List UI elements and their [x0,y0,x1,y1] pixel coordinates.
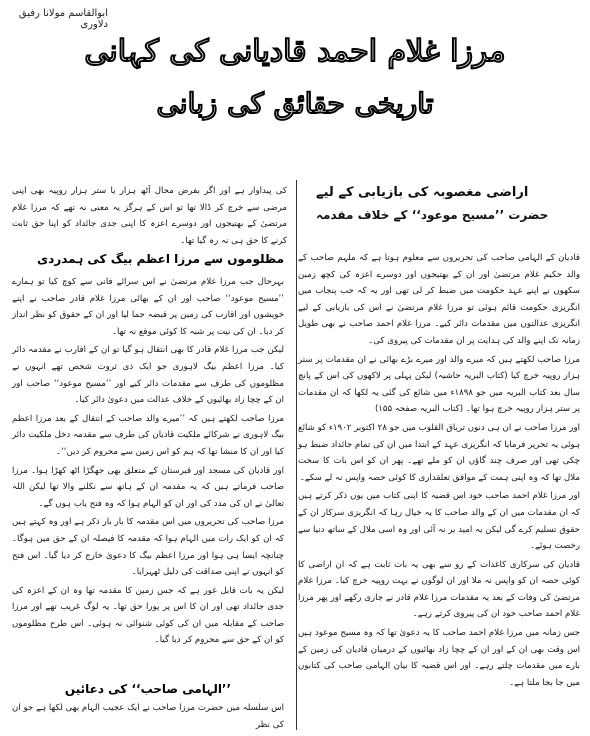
title-line-2: تاریخی حقائق کی زبانی [156,87,434,120]
left-column-intro [12,183,287,251]
section-heading-bottom: ’’الہامی صاحب‘‘ کی دعائیں [64,682,232,696]
left-paragraph: بہرحال جب مرزا غلام مرتضیٰ نے اس سرائے فانی سے کوچ کیا تو ہمارے ’’مسیح موعود‘‘ صاحب اور ان کے بھائی مرزا غلام قادر صاحب نے اپنے خویشوں اور اقارب کی زمین پر قبضہ جما لیا اور ان کے حقوق کو نظر انداز کر دیا۔ ان کی نیت پر شبہ کا کوئی موقع نہ تھا۔ [12,277,284,337]
left-column [12,250,284,651]
right-heading-1: اراضی مغصوبہ کی بازیابی کے لیے [316,185,529,200]
left-paragraph: لیکن جب مرزا غلام قادر کا بھی انتقال ہو گیا تو ان کے اقارب نے مقدمہ دائر کیا۔ مرزا اعظم بیگ لاہوری جو ایک ذی ثروت شخص تھے انہوں نے مظلوموں کی طرف سے مقدمات دائر کیے اور ’’مسیح موعود‘‘ صاحب اور ان کے چچا زاد بھائیوں کے خلاف عدالت میں دعویٰ دائر کیا۔ [12,345,284,406]
section-heading: مظلوموں سے مرزا اعظم بیگ کی ہمدردی [37,252,284,266]
left-paragraph: لیکن یہ بات قابل غور ہے کہ جس زمین کا مقدمہ تھا وہ ان کے اعزہ کی جدی جائداد تھی اور ان کا اس پر پورا حق تھا۔ یہ لوگ غریب تھے اور مرزا صاحب کے مقابلہ میں ان کی کوئی شنوائی نہ ہوئی۔ اس طرح مظلوموں کو ان کے حق سے محروم کر دیا گیا۔ [12,585,284,646]
right-paragraph: قادیان کی سرکاری کاغذات کے رو سے بھی یہ بات ثابت ہے کہ ان اراضی کا کوئی حصہ ان کو واپس نہ ملا اور ان لوگوں نے بہت روپیہ خرچ کیا۔ مرزا غلام مرتضیٰ کی وفات کے بعد یہ مقدمات مرزا غلام قادر نے جاری رکھے اور پھر مرزا غلام احمد صاحب خود ان کی پیروی کرتے رہے۔ [298,559,580,620]
left-paragraph: اور قادیان کی مسجد اور قبرستان کے متعلق بھی جھگڑا اٹھ کھڑا ہوا۔ مرزا صاحب فرماتے ہیں کہ یہ مقدمہ ان کے ہاتھ سے نکلنے والا تھا لیکن اللہ تعالیٰ نے ان کی مدد کی اور ان کو الہام ہوا کہ وہ فتح یاب ہوں گے۔ [12,465,284,509]
right-paragraph: جس زمانہ میں مرزا غلام احمد صاحب کا یہ دعویٰ تھا کہ وہ مسیح موعود ہیں اس وقت بھی ان کے اور ان کے چچا زاد بھائیوں کے درمیان قادیان کی زمین کے بارے میں مقدمات چلتے رہے۔ اور اس قضیہ کا بیان الہامی صاحب کی کتابوں میں جا بجا ملتا ہے۔ [298,628,580,688]
right-paragraph: اور مرزا صاحب نے ان ہی دنوں تریاق القلوب میں جو ۲۸ اکتوبر ۱۹۰۲ء کو شائع ہوئی یہ تحریر فرمایا کہ انگریزی عہد کے ابتدا میں ان کی تمام جائداد ضبط ہو چکی تھی اور صرف چند گاؤں ان کو ملے تھے۔ پھر ان کو اس بات کا سخت ملال تھا کہ وہ اپنی ہمت کے موافق تعلقداری کا کوئی حصہ واپس نہ لے سکے۔ [298,422,581,483]
right-paragraph: مرزا صاحب لکھتے ہیں کہ میرے والد اور میرے بڑے بھائی نے ان مقدمات پر ستر ہزار روپیہ خرچ کیا (کتاب البریہ حاشیہ) لیکن پہلی پر لاکھوں کی اس کے پانچ سال بعد کتاب البریہ میں جو ۱۸۹۸ء میں شائع کی گئی یہ لکھا کہ ان مقدمات پر ستر ہزار روپیہ خرچ ہوا تھا۔ (کتاب البریہ صفحہ ۱۵۵) [298,354,580,415]
right-column-heading [316,182,576,226]
article-title [70,30,520,126]
title-line-1: مرزا غلام احمد قادیانی کی کہانی [84,34,506,69]
right-paragraph: قادیان کے الہامی صاحب کی تحریروں سے معلوم ہوتا ہے کہ ملہم صاحب کے والد حکیم غلام مرتضیٰ اور ان کے بھتیجوں اور دوسرے اعزہ کی کچھ زمین سکھوں نے اپنے عہد حکومت میں ضبط کر لی تھی اور یہ کہ جب پنجاب میں انگریزی حکومت قائم ہوئی تو مرزا غلام مرتضیٰ نے اس کی بازیابی کے لیے انگریزی عدالتوں میں مقدمات دائر کیے۔ مرزا غلام احمد صاحب نے بھی طویل زمانہ تک اپنے والد کی ہدایت پر ان مقدمات کی پیروی کی۔ [298,253,580,346]
left-column-bottom [12,680,284,735]
right-paragraph: اور مرزا غلام احمد صاحب خود اس قضیہ کا اپنی کتاب میں یوں ذکر کرتے ہیں کہ ان مقدمات میں ان کے والد صاحب کا یہ خیال رہا کہ انگریزی سرکار ان کے حقوق تسلیم کرے گی لیکن یہ امید بر نہ آئی اور وہ اسی ملال کے ساتھ دنیا سے رخصت ہوئے۔ [298,491,580,552]
left-bottom-paragraph: اس سلسلہ میں حضرت مرزا صاحب نے ایک عجیب الہام بھی لکھا ہے جو ان کی نظر [12,703,284,730]
left-paragraph: مرزا صاحب کی تحریروں میں اس مقدمہ کا بار بار ذکر ہے اور وہ کہتے ہیں کہ ان کو ایک رات میں الہام ہوا کہ مقدمہ کا فیصلہ ان کے حق میں ہوگا۔ چنانچہ ایسا ہی ہوا اور مرزا اعظم بیگ کا دعویٰ خارج کر دیا گیا۔ اس فتح کو انہوں نے اپنی صداقت کی دلیل ٹھہرایا۔ [12,517,284,578]
right-heading-2: حضرت ’’مسیح موعود‘‘ کے خلاف مقدمہ [316,208,549,222]
right-column [298,250,580,693]
byline: ابوالقاسم مولانا رفیق دلاوری [18,8,108,30]
left-paragraph: مرزا صاحب لکھتے ہیں کہ ’’میرے والد صاحب کے انتقال کے بعد مرزا اعظم بیگ لاہوری نے شرکائے ملکیت قادیان کی طرف سے مقدمہ دخل ملکیت دائر کیا اور ان کا منشا تھا کہ ہم کو اس زمین سے محروم کر دیں‘‘۔ [12,413,284,457]
column-divider [296,180,297,730]
left-intro-paragraph: کی پیداوار ہے اور اگر بفرض محال آٹھ ہزار یا ستر ہزار روپیہ بھی اپنی مرضی سے خرچ کر ڈالا تھا تو اس کے ہرگز یہ معنی نہ تھے کہ مرزا غلام مرتضیٰ کے بھتیجوں اور دوسرے اعزہ کا اپنی جدی جائداد کو اپنا حق ثابت کرنے کا حق ہی نہ رہ گیا تھا۔ [12,186,287,246]
